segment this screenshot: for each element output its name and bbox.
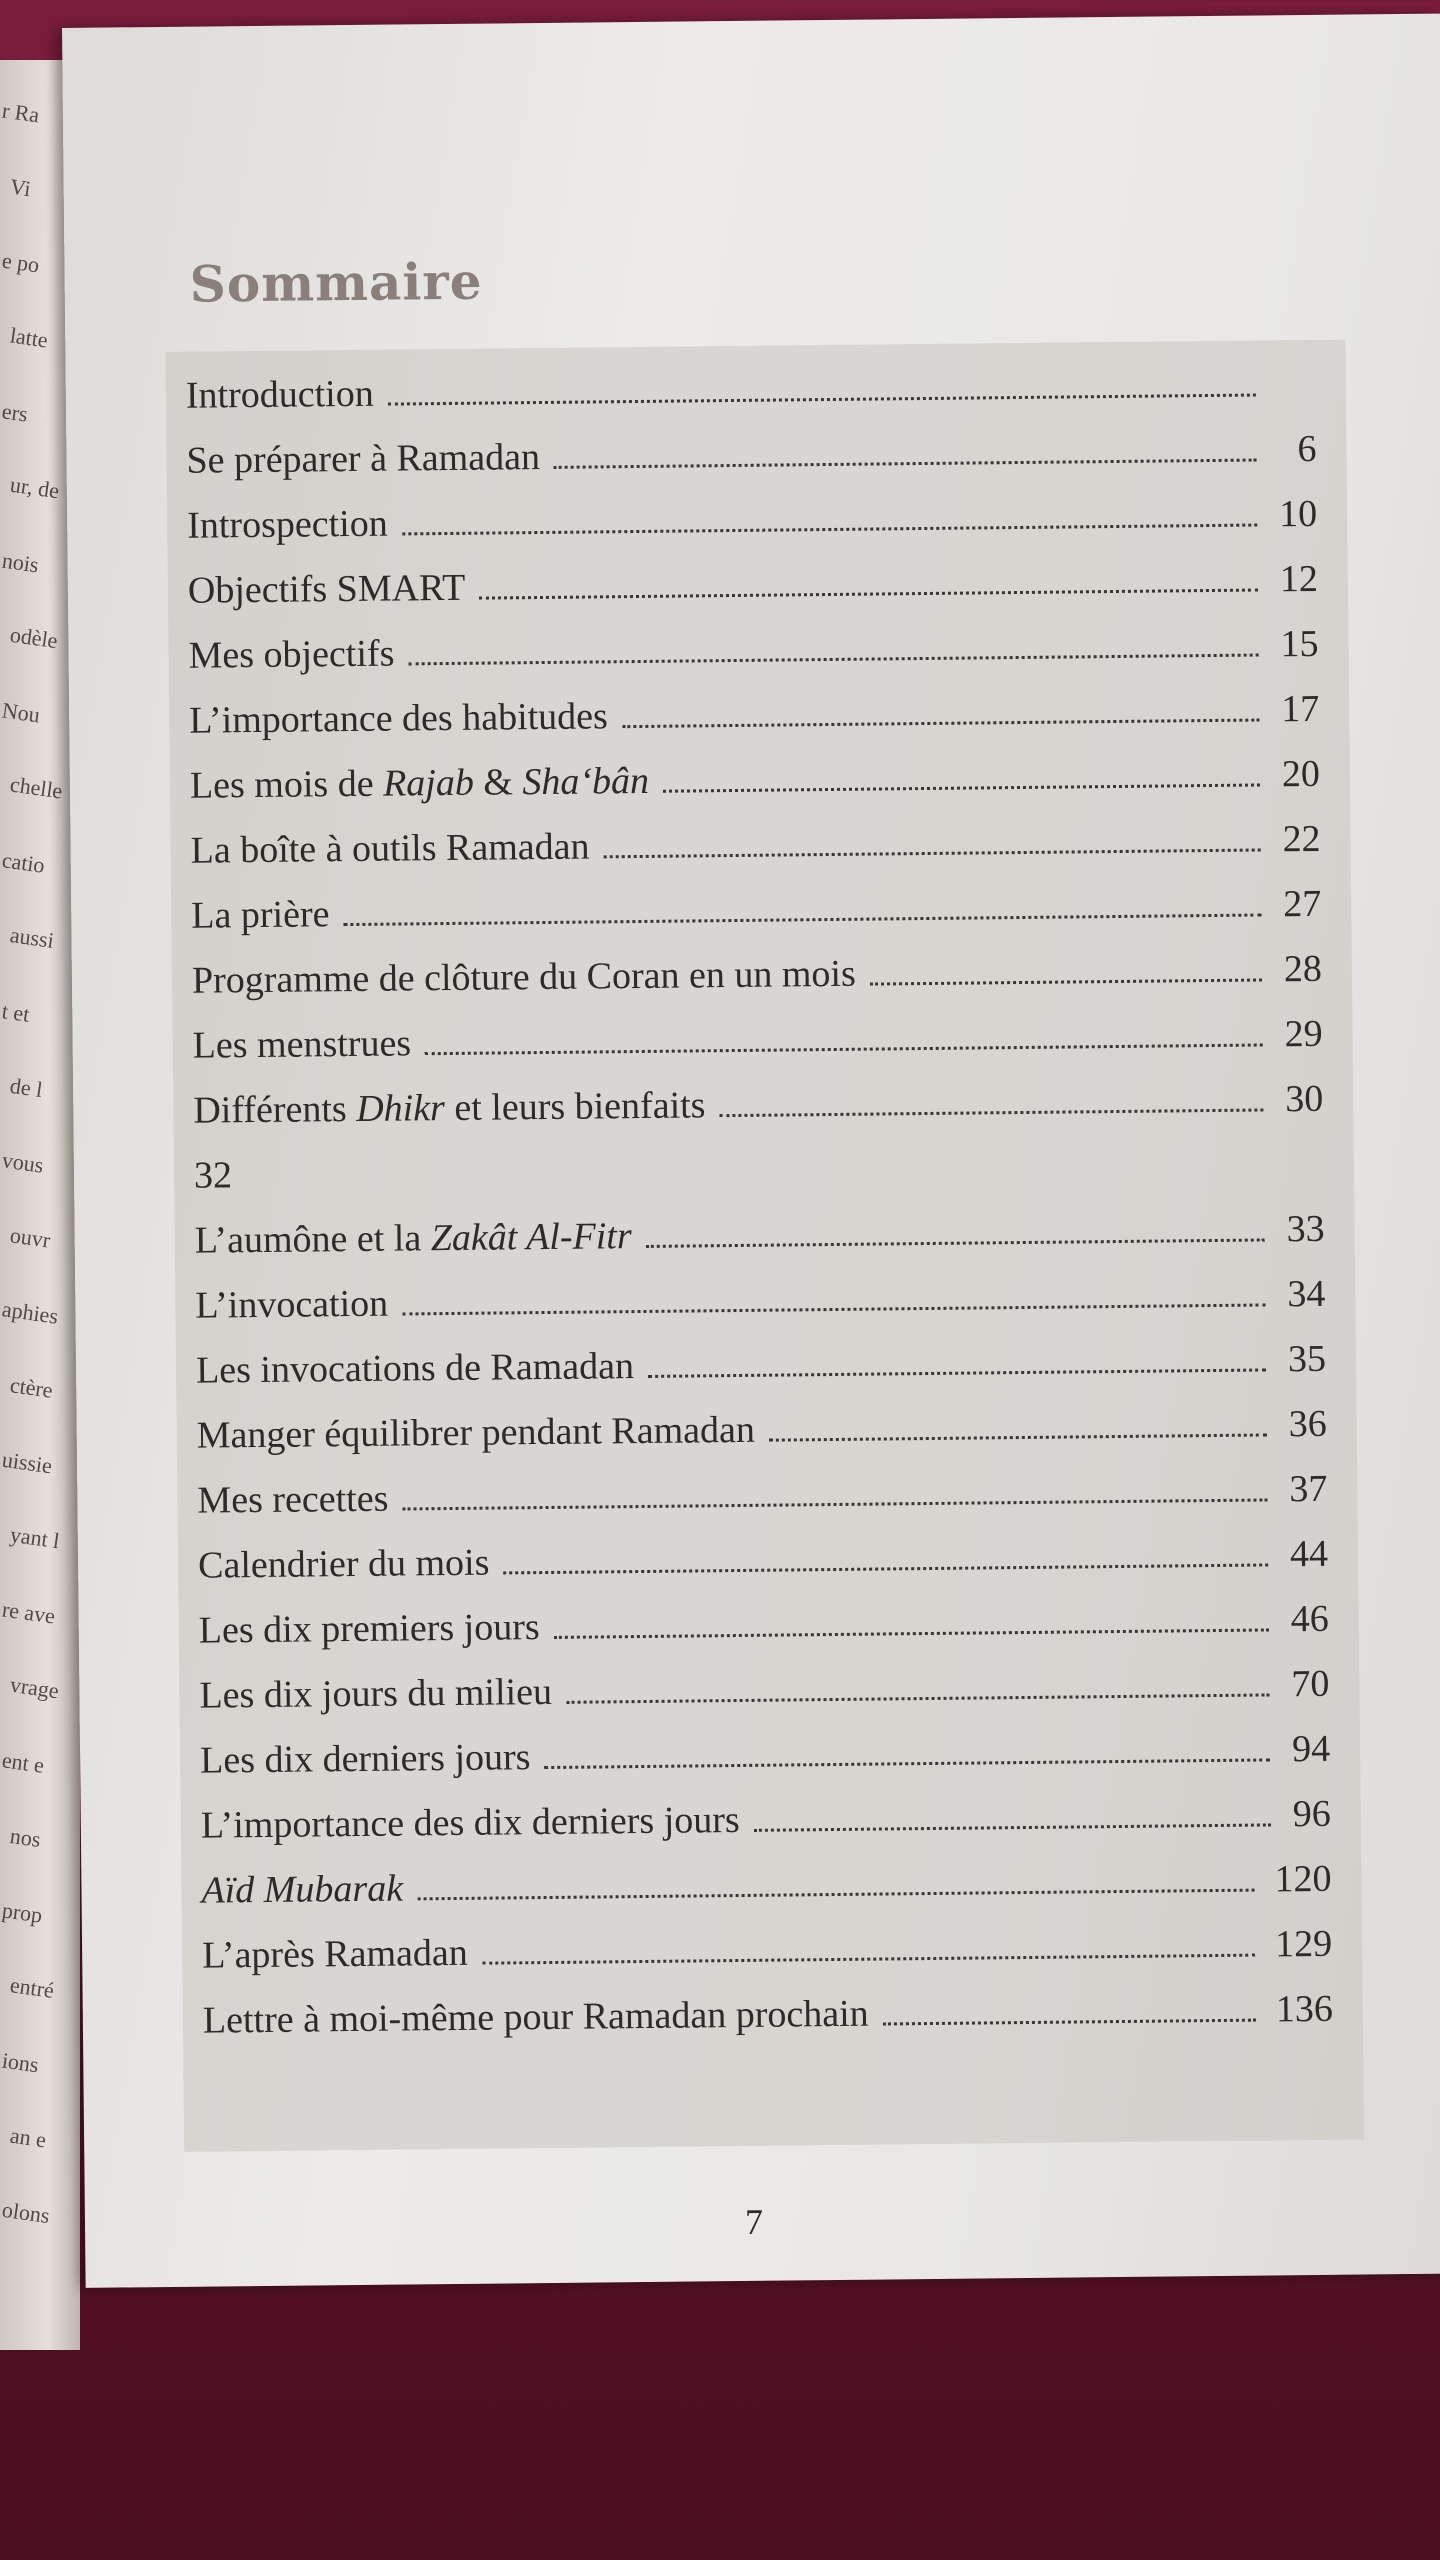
book-page <box>62 14 1440 2288</box>
toc-leader-dots <box>402 1497 1267 1510</box>
toc-entry <box>196 1325 1327 1393</box>
left-page-text-fragment: Nou <box>0 697 42 728</box>
toc-entry-label: Différents Dhikr et leurs bienfaits <box>193 1084 706 1132</box>
toc-leader-dots <box>566 1692 1269 1703</box>
left-page-text-fragment: ers <box>0 398 30 427</box>
toc-entry-page: 30 <box>1285 1077 1324 1121</box>
toc-leader-dots <box>883 2018 1256 2026</box>
toc-entry <box>188 610 1319 678</box>
toc-entry-page: 35 <box>1287 1337 1327 1381</box>
toc-leader-dots <box>402 523 1257 536</box>
toc-entry-page: 12 <box>1279 557 1319 601</box>
left-page-text-fragment: aphies <box>0 1296 60 1329</box>
left-page-text-fragment: re ave <box>0 1596 57 1629</box>
toc-entry-page: 37 <box>1289 1467 1328 1511</box>
left-page-text-fragment: ions <box>0 2047 41 2078</box>
toc-entry-label: Les mois de Rajab & Sha‘bân <box>189 759 650 807</box>
left-page-text-fragment: catio <box>0 847 47 878</box>
toc-leader-dots <box>604 847 1261 858</box>
toc-entry-label: 32 <box>193 1154 233 1197</box>
toc-leader-dots <box>720 1107 1264 1117</box>
toc-entry <box>193 1065 1324 1133</box>
toc-entry-label: Calendrier du mois <box>197 1541 490 1587</box>
toc-leader-dots <box>402 1302 1265 1315</box>
toc-leader-dots <box>425 1042 1263 1055</box>
toc-entry-page: 44 <box>1289 1532 1329 1576</box>
toc-entry-label: L’après Ramadan <box>201 1931 468 1977</box>
toc-entry-page: 70 <box>1291 1662 1330 1706</box>
left-page-text-fragment: t et <box>0 998 32 1027</box>
toc-entry <box>192 935 1323 1003</box>
left-page-text-fragment: uissie <box>0 1446 54 1479</box>
toc-leader-dots <box>769 1432 1267 1441</box>
toc-entry <box>192 1000 1323 1068</box>
toc-entry <box>203 1975 1334 2043</box>
toc-leader-dots <box>648 1367 1266 1377</box>
toc-leader-dots <box>554 458 1257 469</box>
left-page-text-fragment: Vi <box>8 173 33 202</box>
toc-entry <box>200 1715 1331 1783</box>
toc-entry-page: 29 <box>1284 1012 1323 1056</box>
toc-entry <box>186 415 1317 483</box>
toc-entry <box>194 1130 1325 1198</box>
left-page-text-fragment: e po <box>0 247 41 278</box>
toc-leader-dots <box>754 1822 1271 1831</box>
toc-entry-page: 6 <box>1297 427 1317 471</box>
left-page-text-fragment: aussi <box>8 922 56 953</box>
toc-entry-label: Mes objectifs <box>188 632 395 677</box>
toc-entry <box>188 545 1319 613</box>
toc-entry <box>187 480 1318 548</box>
left-page-text-fragment: ctère <box>8 1372 55 1403</box>
toc-entry-label: La prière <box>191 893 330 937</box>
toc-entry <box>201 1845 1332 1913</box>
toc-entry-label: Mes recettes <box>197 1477 389 1522</box>
toc-leader-dots <box>408 653 1258 666</box>
toc-entry <box>196 1390 1327 1458</box>
toc-entry <box>195 1260 1326 1328</box>
toc-entry-page: 96 <box>1292 1792 1331 1836</box>
toc-entry-label: La boîte à outils Ramadan <box>190 825 590 872</box>
toc-leader-dots <box>503 1562 1268 1574</box>
left-page-text-fragment: de l <box>8 1072 45 1103</box>
left-page-text-fragment: entré <box>8 1972 56 2003</box>
page-title: Sommaire <box>189 251 483 314</box>
toc-entry-label: L’importance des habitudes <box>189 695 609 742</box>
toc-entry <box>190 740 1321 808</box>
toc-entry-page <box>246 1197 306 1198</box>
toc-entry-page: 20 <box>1281 752 1321 796</box>
toc-entry-page: 10 <box>1278 492 1318 536</box>
left-page-text-fragment: ent e <box>0 1747 46 1778</box>
toc-entry-label: L’invocation <box>195 1282 389 1327</box>
toc-entry <box>200 1780 1331 1848</box>
toc-entry-label: L’importance des dix derniers jours <box>200 1799 740 1847</box>
toc-entry <box>202 1910 1333 1978</box>
toc-entry-page: 136 <box>1275 1987 1334 2031</box>
left-page-text-fragment: prop <box>0 1897 44 1928</box>
toc-entry-page: 120 <box>1274 1857 1332 1901</box>
toc-list <box>165 340 1345 2042</box>
toc-entry <box>198 1585 1329 1653</box>
toc-entry-label: Les dix premiers jours <box>198 1606 540 1652</box>
toc-entry-label: L’aumône et la Zakât Al-Fitr <box>194 1215 632 1262</box>
toc-leader-dots <box>388 393 1256 406</box>
left-page-text-fragment: ouvr <box>8 1222 52 1253</box>
toc-entry-label: Programme de clôture du Coran en un mois <box>191 952 856 1002</box>
toc-entry <box>186 350 1317 418</box>
toc-entry-page: 36 <box>1288 1402 1327 1446</box>
left-page-text-fragment: nois <box>0 547 41 578</box>
left-page-text-fragment: yant l <box>8 1521 62 1554</box>
toc-leader-dots <box>545 1757 1271 1769</box>
toc-entry-page <box>1256 406 1316 407</box>
toc-entry-label: Les dix derniers jours <box>199 1736 531 1782</box>
toc-entry-label: Introduction <box>185 372 374 417</box>
toc-leader-dots <box>622 718 1259 729</box>
toc-entry <box>191 870 1322 938</box>
toc-entry-page: 27 <box>1283 882 1322 926</box>
toc-leader-dots <box>646 1237 1265 1247</box>
toc-leader-dots <box>870 977 1262 985</box>
toc-entry-label: Introspection <box>186 502 388 547</box>
left-page-text-fragment: latte <box>8 322 50 353</box>
left-page-text-fragment: an e <box>8 2122 48 2153</box>
toc-entry-label: Aïd Mubarak <box>201 1867 404 1912</box>
toc-entry-label: Manger équilibrer pendant Ramadan <box>196 1408 756 1457</box>
toc-entry <box>198 1520 1329 1588</box>
left-page-text-fragment: chelle <box>8 771 65 804</box>
left-page-text-fragment: olons <box>0 2196 52 2229</box>
toc-entry-page: 22 <box>1282 817 1321 861</box>
toc-entry <box>190 805 1321 873</box>
left-page-text-fragment: vous <box>0 1147 46 1178</box>
toc-entry-label: Lettre à moi-même pour Ramadan prochain <box>202 1992 869 2042</box>
toc-entry <box>189 675 1320 743</box>
toc-entry-page: 46 <box>1290 1597 1329 1641</box>
left-page-text-fragment: ur, de <box>8 471 61 504</box>
toc-entry-page: 94 <box>1291 1727 1331 1771</box>
toc-leader-dots <box>417 1888 1254 1901</box>
page-number: 7 <box>744 2201 764 2242</box>
toc-entry-label: Les dix jours du milieu <box>199 1670 553 1717</box>
toc-entry <box>194 1195 1325 1263</box>
toc-entry-page: 15 <box>1280 622 1319 666</box>
toc-entry <box>197 1455 1328 1523</box>
left-page-text-fragment: odèle <box>8 621 60 654</box>
toc-entry-label: Les menstrues <box>192 1022 412 1067</box>
toc-entry-page: 28 <box>1283 947 1323 991</box>
toc-entry-label: Les invocations de Ramadan <box>195 1345 635 1392</box>
toc-entry-page: 33 <box>1286 1207 1325 1251</box>
left-page-text-fragment: nos <box>8 1822 43 1853</box>
toc-leader-dots <box>479 588 1258 600</box>
toc-entry-page: 34 <box>1287 1272 1326 1316</box>
left-page-text-fragment: r Ra <box>0 97 41 128</box>
toc-entry <box>199 1650 1330 1718</box>
left-page-text-fragment: vrage <box>8 1671 61 1704</box>
toc-leader-dots <box>482 1953 1255 1965</box>
toc-entry-page: 17 <box>1280 687 1320 731</box>
toc-leader-dots <box>344 912 1262 926</box>
toc-leader-dots <box>663 782 1260 792</box>
toc-entry-label: Se préparer à Ramadan <box>186 436 541 482</box>
toc-entry-page: 129 <box>1274 1922 1333 1966</box>
toc-leader-dots <box>554 1627 1269 1638</box>
toc-entry-label: Objectifs SMART <box>187 566 466 612</box>
toc-box <box>165 340 1364 2152</box>
